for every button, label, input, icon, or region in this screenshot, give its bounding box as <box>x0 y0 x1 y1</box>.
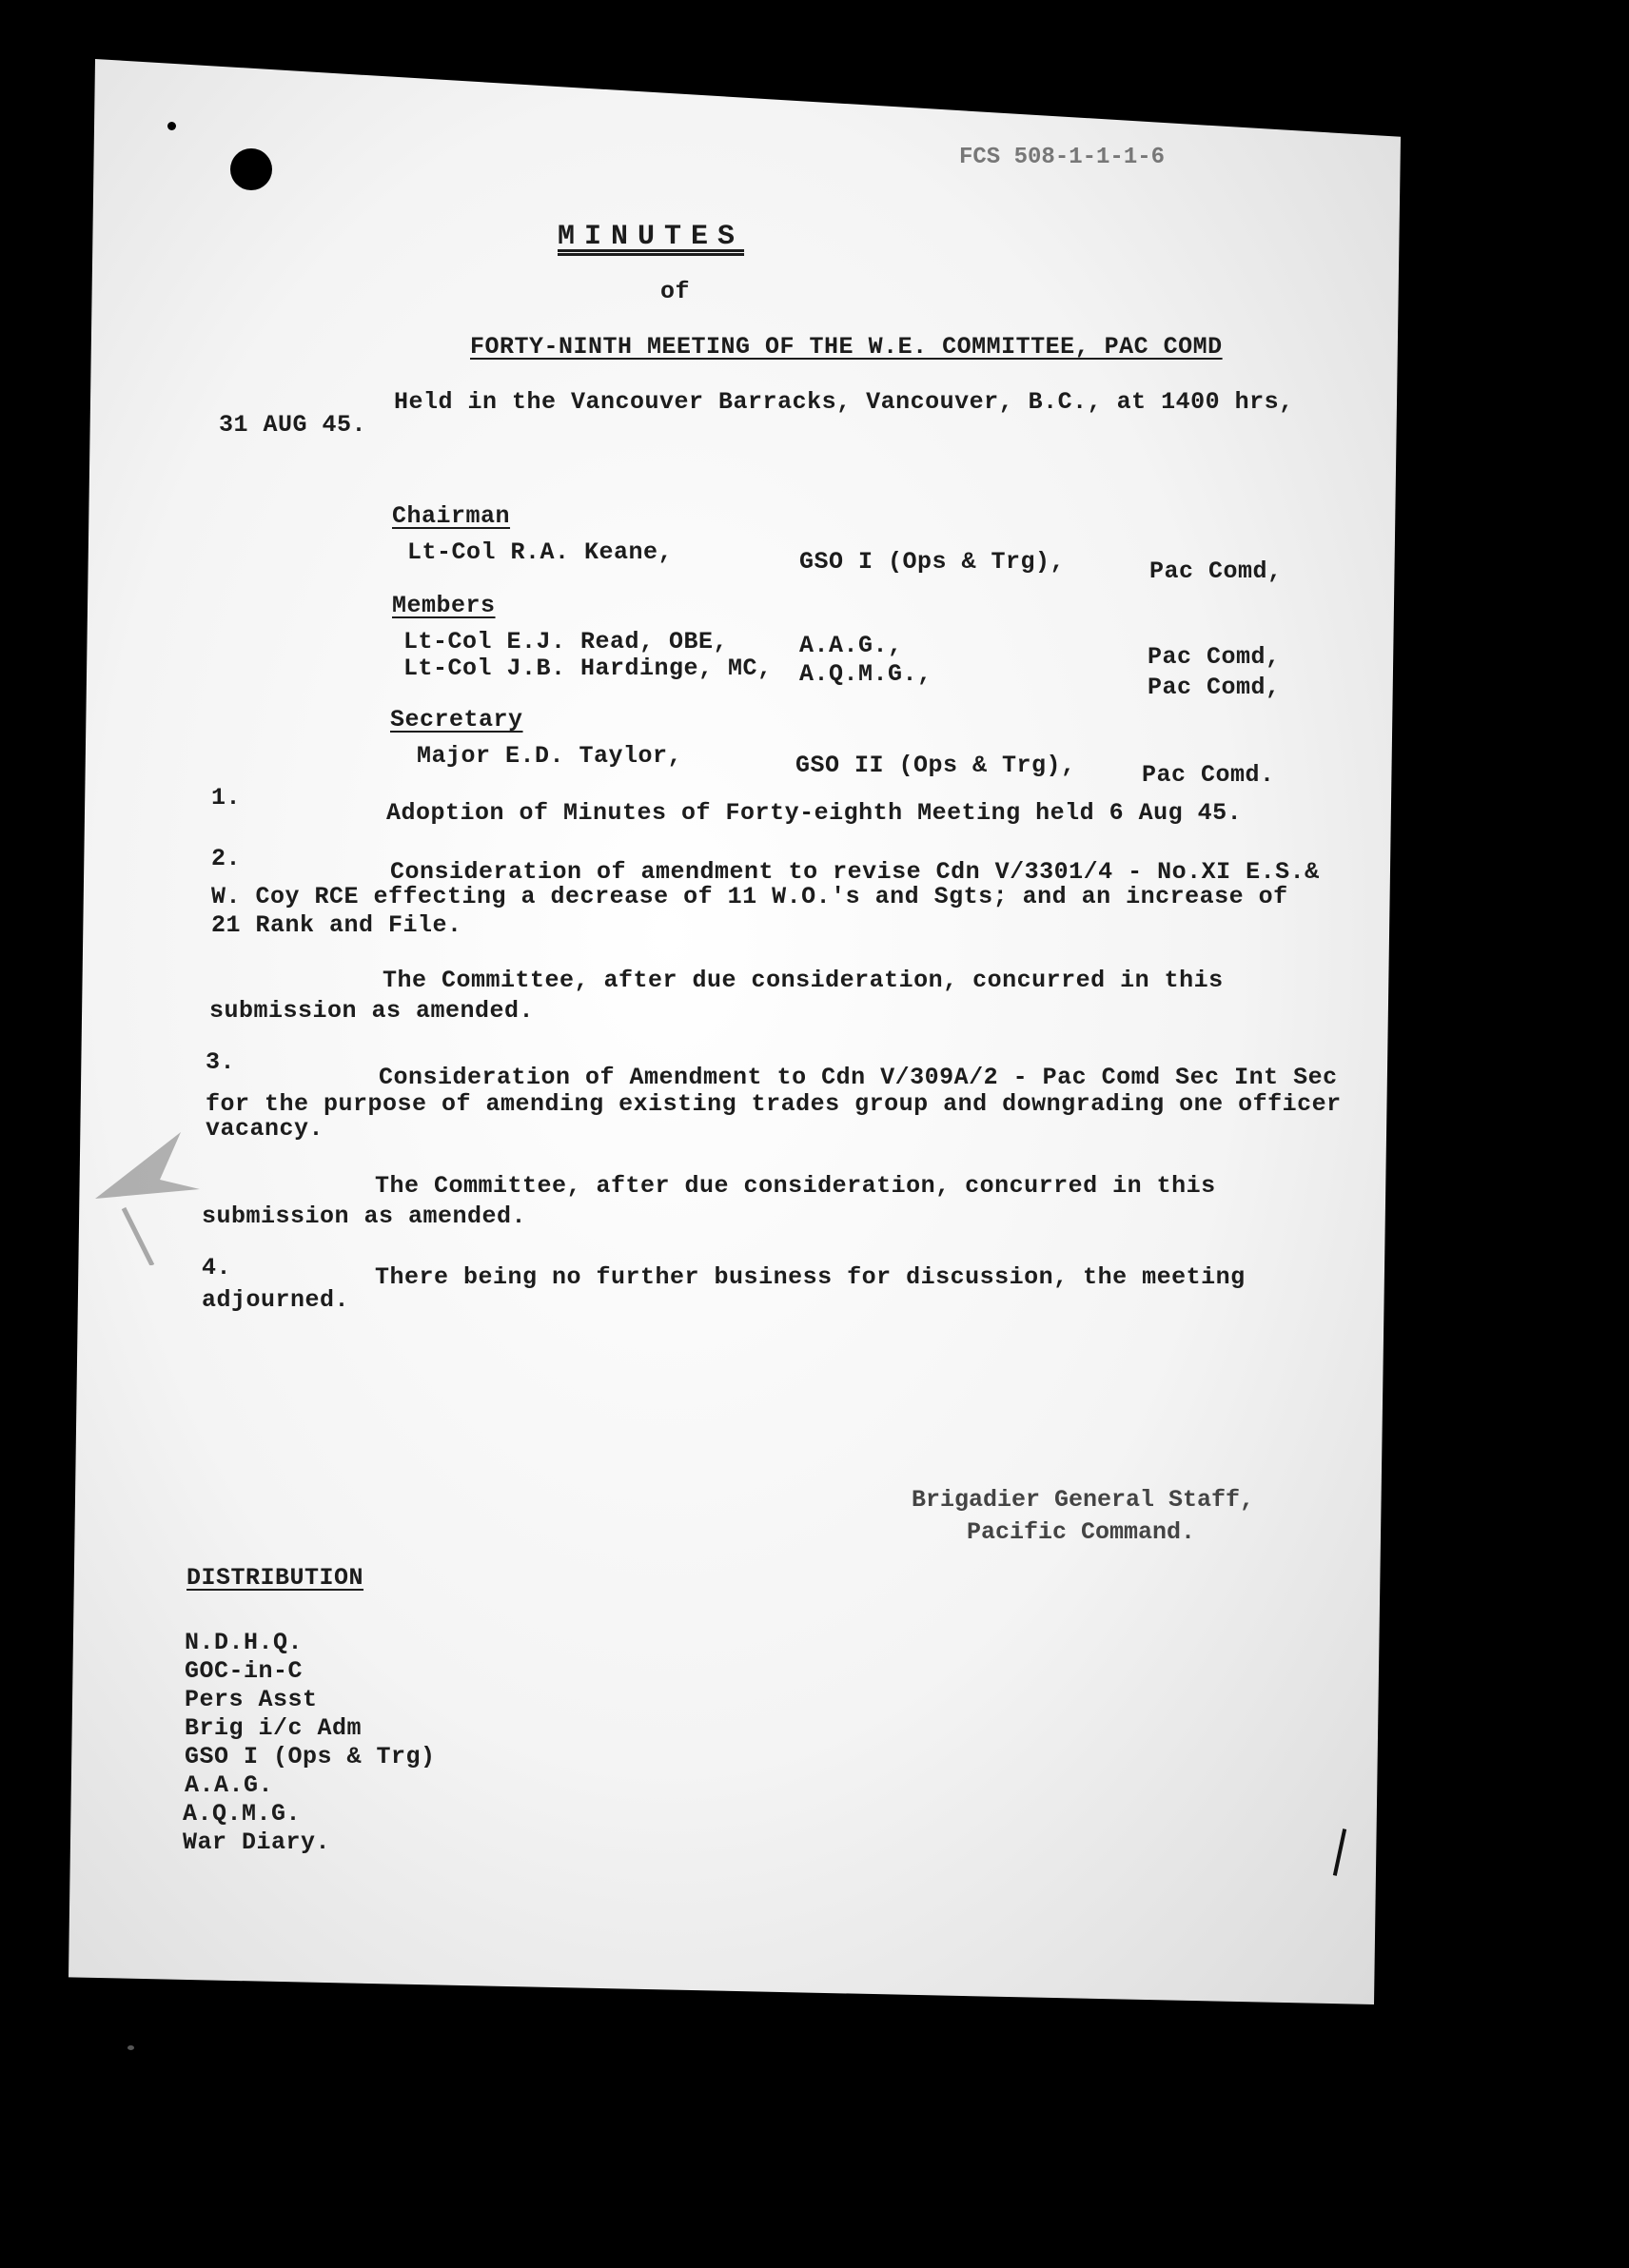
item-2-resolution-line: submission as amended. <box>209 997 535 1025</box>
secretary-name: Major E.D. Taylor, <box>417 742 683 770</box>
punch-hole <box>230 148 272 190</box>
item-2-line: Consideration of amendment to revise Cdn V/3301/4 - No.XI E.S.& <box>390 858 1320 886</box>
member-appointment: A.Q.M.G., <box>799 660 932 688</box>
distribution-item: Brig i/c Adm <box>185 1714 363 1742</box>
chairman-unit: Pac Comd, <box>1149 557 1283 585</box>
item-3-resolution-line: submission as amended. <box>202 1202 527 1230</box>
item-3-line: vacancy. <box>206 1115 324 1143</box>
distribution-item: N.D.H.Q. <box>185 1629 304 1656</box>
meeting-date: 31 AUG 45. <box>219 411 367 439</box>
distribution-item: War Diary. <box>183 1828 331 1856</box>
item-2-line: 21 Rank and File. <box>211 911 462 939</box>
member-appointment: A.A.G., <box>799 632 903 659</box>
item-number: 3. <box>206 1048 236 1076</box>
distribution-item: GSO I (Ops & Trg) <box>185 1743 436 1770</box>
distribution-item: Pers Asst <box>185 1686 318 1713</box>
distribution-item: GOC-in-C <box>185 1657 304 1685</box>
item-number: 4. <box>202 1254 232 1281</box>
ink-speck <box>128 2045 134 2050</box>
item-3-resolution-line: The Committee, after due consideration, concurred in this <box>375 1172 1216 1200</box>
item-4-line: There being no further business for discussion, the meeting <box>375 1263 1246 1291</box>
chairman-appointment: GSO I (Ops & Trg), <box>799 548 1066 576</box>
distribution-item: A.A.G. <box>185 1771 274 1799</box>
secretary-unit: Pac Comd. <box>1142 761 1275 789</box>
item-3-line: Consideration of Amendment to Cdn V/309A/2 - Pac Comd Sec Int Sec <box>379 1064 1338 1091</box>
distribution-item: A.Q.M.G. <box>183 1800 302 1828</box>
item-1-line: Adoption of Minutes of Forty-eighth Meeting held 6 Aug 45. <box>386 799 1243 827</box>
item-2-line: W. Coy RCE effecting a decrease of 11 W.O.'s and Sgts; and an increase of <box>211 883 1288 910</box>
file-reference: FCS 508-1-1-1-6 <box>959 145 1166 170</box>
meeting-heading: FORTY-NINTH MEETING OF THE W.E. COMMITTEE, PAC COMD <box>470 333 1223 361</box>
distribution-heading: DISTRIBUTION <box>186 1564 364 1592</box>
chairman-heading: Chairman <box>392 502 511 530</box>
signature-command: Pacific Command. <box>967 1518 1196 1546</box>
member-unit: Pac Comd, <box>1148 674 1281 701</box>
item-3-line: for the purpose of amending existing trades group and downgrading one officer <box>206 1090 1342 1118</box>
signature-title: Brigadier General Staff, <box>912 1486 1255 1514</box>
secretary-appointment: GSO II (Ops & Trg), <box>795 752 1076 779</box>
item-number: 2. <box>211 845 242 872</box>
chairman-name: Lt-Col R.A. Keane, <box>407 538 674 566</box>
item-2-resolution-line: The Committee, after due consideration, concurred in this <box>383 967 1224 994</box>
member-unit: Pac Comd, <box>1148 643 1281 671</box>
document-title: MINUTES <box>558 221 745 253</box>
held-line: Held in the Vancouver Barracks, Vancouver, B.C., at 1400 hrs, <box>394 388 1294 416</box>
item-number: 1. <box>211 784 242 811</box>
item-4-line: adjourned. <box>202 1286 350 1314</box>
ink-speck <box>167 122 176 130</box>
members-heading: Members <box>392 592 496 619</box>
member-name: Lt-Col E.J. Read, OBE, <box>403 628 729 655</box>
title-connector: of <box>660 278 691 305</box>
secretary-heading: Secretary <box>390 706 523 733</box>
member-name: Lt-Col J.B. Hardinge, MC, <box>403 655 773 682</box>
pencil-arrow-mark <box>86 1123 209 1265</box>
